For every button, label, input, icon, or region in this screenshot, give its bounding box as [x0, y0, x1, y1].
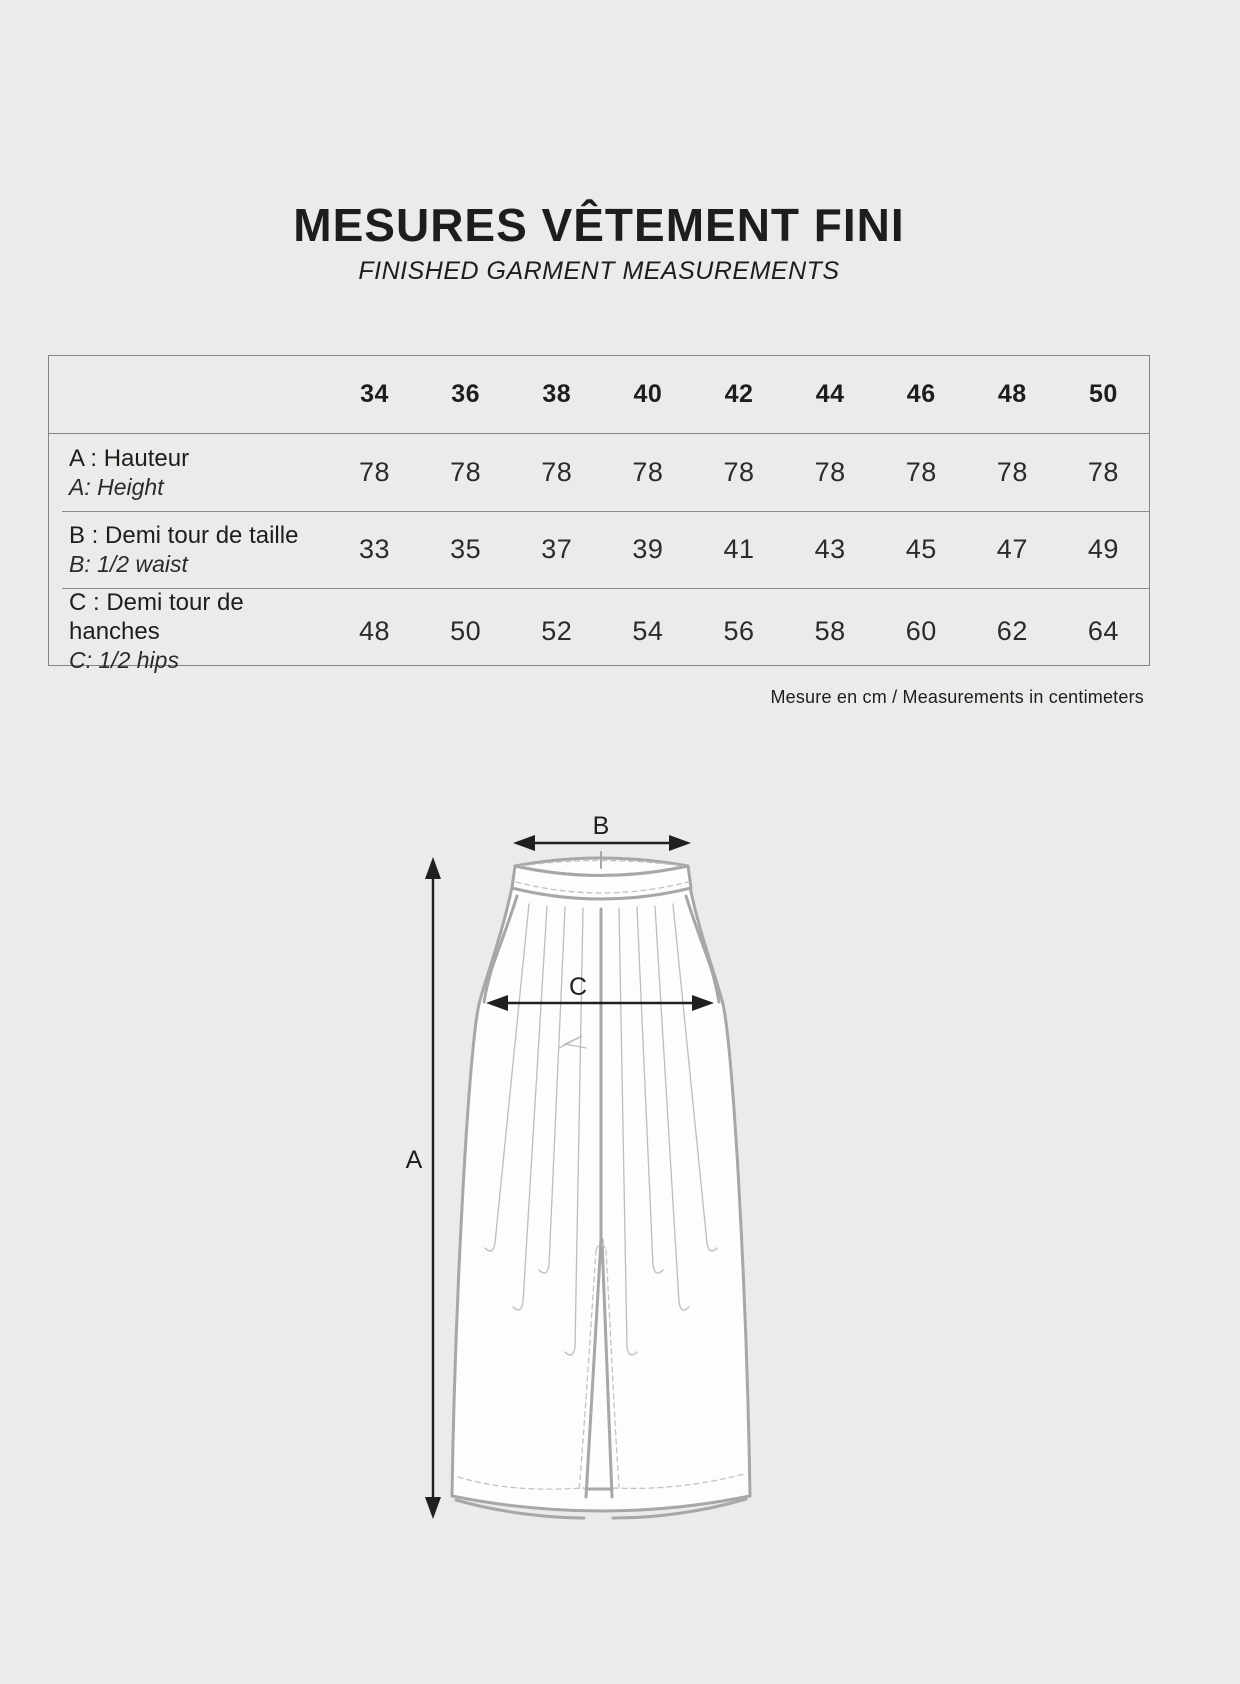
arrow-b-head-left — [513, 835, 535, 851]
row-label-en: A: Height — [69, 473, 164, 500]
measure-value: 62 — [996, 616, 1028, 646]
page-title: MESURES VÊTEMENT FINI — [293, 199, 905, 251]
measure-value: 45 — [905, 534, 937, 564]
measure-value: 60 — [905, 616, 937, 646]
measure-value: 35 — [450, 534, 482, 564]
page-subtitle: FINISHED GARMENT MEASUREMENTS — [358, 256, 840, 285]
measure-value: 78 — [450, 457, 482, 487]
measure-value: 78 — [814, 457, 846, 487]
row-label-en: C: 1/2 hips — [69, 647, 179, 673]
table-header-row — [49, 356, 1149, 434]
arrow-b-head-right — [669, 835, 691, 851]
row-label-fr: C : Demi tour de hanches — [69, 589, 244, 645]
skirt-technical-drawing — [380, 780, 780, 1570]
size-column-header-42: 42 — [724, 380, 754, 408]
measure-value: 50 — [450, 616, 482, 646]
measure-value: 39 — [632, 534, 664, 564]
size-column-header-44: 44 — [815, 380, 845, 408]
title-block — [0, 200, 1198, 285]
measure-value: 78 — [996, 457, 1028, 487]
measure-value: 43 — [814, 534, 846, 564]
measure-value: 78 — [1087, 457, 1119, 487]
size-column-header-36: 36 — [451, 380, 481, 408]
arrow-a-head-bottom — [425, 1497, 441, 1519]
size-column-header-34: 34 — [360, 380, 389, 408]
row-label-cell — [49, 511, 329, 588]
measure-value: 64 — [1087, 616, 1119, 646]
measure-label-c: C — [568, 973, 588, 1001]
table-row — [49, 588, 1149, 673]
measure-label-a: A — [405, 1146, 423, 1174]
measure-value: 37 — [541, 534, 573, 564]
measure-label-b: B — [592, 812, 610, 840]
arrow-a-head-top — [425, 857, 441, 879]
row-label-cell — [49, 434, 329, 511]
table-row — [49, 511, 1149, 588]
measure-value: 56 — [723, 616, 755, 646]
measure-value: 48 — [359, 616, 391, 646]
measure-value: 47 — [996, 534, 1028, 564]
measure-value: 52 — [541, 616, 573, 646]
row-label-fr: B : Demi tour de taille — [69, 521, 299, 549]
size-column-header-48: 48 — [997, 380, 1027, 408]
row-divider — [62, 588, 1149, 589]
measure-value: 54 — [632, 616, 664, 646]
measure-value: 41 — [723, 534, 755, 564]
row-divider — [62, 511, 1149, 512]
measure-value: 78 — [632, 457, 664, 487]
size-table — [48, 355, 1150, 673]
measure-value: 78 — [723, 457, 755, 487]
size-column-header-50: 50 — [1089, 380, 1118, 408]
row-label-cell — [49, 588, 329, 675]
measurement-unit-note: Mesure en cm / Measurements in centimeters — [770, 687, 1144, 707]
measure-value: 78 — [359, 457, 391, 487]
measure-value: 49 — [1087, 534, 1119, 564]
measure-value: 58 — [814, 616, 846, 646]
measure-value: 78 — [905, 457, 937, 487]
size-column-header-40: 40 — [633, 380, 663, 408]
size-column-header-38: 38 — [542, 380, 572, 408]
measure-value: 33 — [359, 534, 391, 564]
size-column-header-46: 46 — [906, 380, 936, 408]
measure-value: 78 — [541, 457, 573, 487]
table-corner-cell — [49, 356, 329, 433]
table-row — [49, 434, 1149, 511]
row-label-en: B: 1/2 waist — [69, 550, 188, 577]
row-label-fr: A : Hauteur — [69, 444, 190, 472]
